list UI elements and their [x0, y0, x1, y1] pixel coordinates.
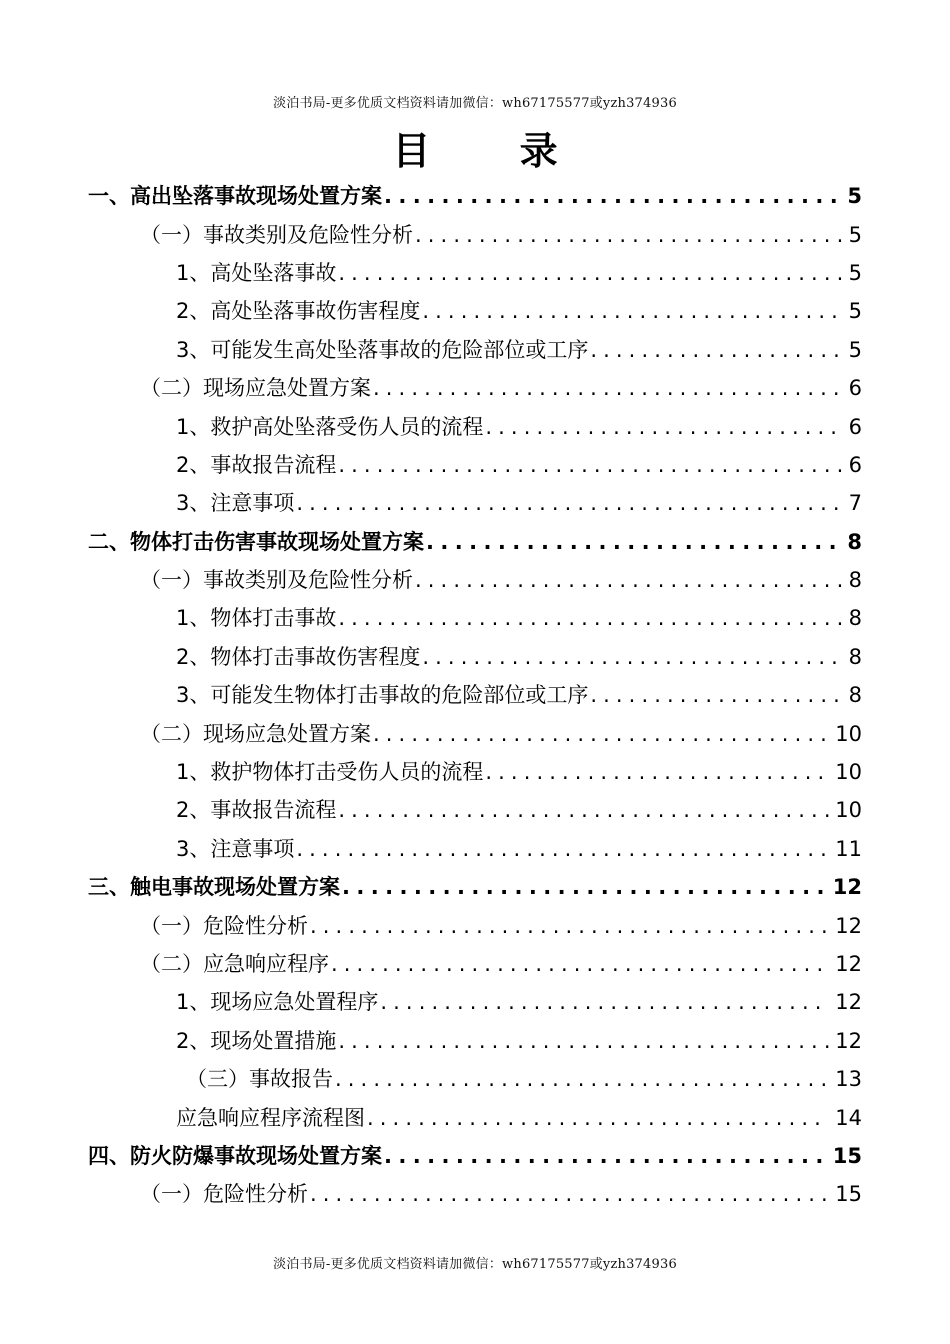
toc-entry[interactable]	[0, 445, 950, 483]
toc-entry[interactable]	[0, 675, 950, 713]
toc-page-number: 8	[848, 683, 862, 708]
toc-dot-leader	[415, 223, 843, 247]
toc-entry[interactable]	[0, 1174, 950, 1212]
toc-entry-line	[176, 1025, 862, 1055]
toc-entry-label: 3、可能发生高处坠落事故的危险部位或工序	[176, 337, 589, 362]
page-title: 目 录	[392, 129, 596, 173]
toc-dot-leader	[485, 415, 842, 439]
toc-entry[interactable]	[0, 944, 950, 982]
toc-entry[interactable]	[0, 752, 950, 790]
toc-entry[interactable]	[0, 790, 950, 828]
toc-entry[interactable]	[0, 291, 950, 329]
toc-dot-leader	[384, 184, 841, 208]
toc-dot-leader	[338, 453, 842, 477]
toc-entry-line	[176, 986, 862, 1016]
toc-page-number: 8	[847, 529, 862, 554]
toc-entry[interactable]	[0, 867, 950, 905]
toc-entry-label: 3、注意事项	[176, 491, 295, 516]
toc-page-number: 8	[848, 606, 862, 631]
toc-dot-leader	[310, 914, 829, 938]
toc-page-number: 14	[835, 1105, 862, 1130]
toc-entry[interactable]	[0, 1021, 950, 1059]
toc-entry-label: 2、事故报告流程	[176, 798, 337, 823]
toc-entry-line	[88, 180, 862, 210]
toc-entry[interactable]	[0, 713, 950, 751]
toc-entry-line	[88, 871, 862, 901]
toc-entry-line	[176, 411, 862, 441]
toc-entry-line	[176, 833, 862, 863]
toc-entry[interactable]	[0, 406, 950, 444]
toc-page-number: 6	[848, 452, 862, 477]
toc-entry-line	[140, 372, 862, 402]
toc-page-number: 12	[835, 990, 862, 1015]
toc-dot-leader	[380, 990, 829, 1014]
toc-dot-leader	[331, 952, 829, 976]
toc-entry-line	[176, 641, 862, 671]
toc-entry-label: 1、救护物体打击受伤人员的流程	[176, 760, 484, 785]
toc-entry[interactable]	[0, 1097, 950, 1135]
toc-entry-line	[140, 948, 862, 978]
toc-entry[interactable]	[0, 560, 950, 598]
toc-entry-label: 一、高出坠落事故现场处置方案	[88, 184, 382, 209]
toc-entry[interactable]	[0, 330, 950, 368]
toc-page-number: 10	[835, 760, 862, 785]
toc-page-number: 10	[835, 798, 862, 823]
toc-page-number: 6	[848, 414, 862, 439]
toc-entry[interactable]	[0, 214, 950, 252]
toc-entry[interactable]	[0, 829, 950, 867]
toc-entry-label: 1、高处坠落事故	[176, 260, 337, 285]
toc-page-number: 15	[835, 1182, 862, 1207]
toc-page-number: 10	[835, 721, 862, 746]
toc-dot-leader	[338, 261, 842, 285]
toc-entry-line	[176, 487, 862, 517]
toc-entry[interactable]	[0, 368, 950, 406]
toc-dot-leader	[310, 1182, 829, 1206]
toc-entry-label: （一）事故类别及危险性分析	[140, 568, 413, 593]
toc-entry-line	[186, 1063, 862, 1093]
toc-page-number: 12	[835, 913, 862, 938]
toc-entry-line	[176, 679, 862, 709]
table-of-contents	[0, 176, 950, 1213]
toc-entry-line	[176, 449, 862, 479]
toc-dot-leader	[590, 683, 842, 707]
toc-entry-label: （一）危险性分析	[140, 913, 308, 938]
toc-entry-line	[140, 1178, 862, 1208]
toc-page-number: 12	[835, 1028, 862, 1053]
toc-entry-label: 1、现场应急处置程序	[176, 990, 379, 1015]
toc-dot-leader	[335, 1067, 829, 1091]
toc-entry[interactable]	[0, 483, 950, 521]
toc-page-number: 8	[848, 644, 862, 669]
toc-entry[interactable]	[0, 982, 950, 1020]
toc-dot-leader	[296, 491, 842, 515]
toc-entry-label: 1、救护高处坠落受伤人员的流程	[176, 414, 484, 439]
toc-entry-line	[140, 564, 862, 594]
toc-dot-leader	[590, 338, 842, 362]
toc-entry-label: 三、触电事故现场处置方案	[88, 875, 340, 900]
toc-page-number: 5	[848, 260, 862, 285]
toc-entry-line	[140, 718, 862, 748]
toc-dot-leader	[367, 1106, 829, 1130]
toc-entry-line	[140, 910, 862, 940]
toc-entry-label: 1、物体打击事故	[176, 606, 337, 631]
toc-dot-leader	[338, 1029, 829, 1053]
toc-entry-label: （二）现场应急处置方案	[140, 376, 371, 401]
toc-dot-leader	[485, 760, 829, 784]
toc-entry-label: 应急响应程序流程图	[176, 1105, 365, 1130]
toc-page-number: 15	[832, 1143, 862, 1168]
toc-entry[interactable]	[0, 1136, 950, 1174]
toc-entry-label: 2、高处坠落事故伤害程度	[176, 299, 421, 324]
toc-entry[interactable]	[0, 637, 950, 675]
toc-entry-line	[88, 1140, 862, 1170]
toc-dot-leader	[415, 568, 843, 592]
toc-page-number: 8	[848, 568, 862, 593]
toc-entry[interactable]	[0, 253, 950, 291]
toc-entry-label: 四、防火防爆事故现场处置方案	[88, 1143, 382, 1168]
toc-entry-line	[176, 1102, 862, 1132]
toc-dot-leader	[338, 606, 842, 630]
header-watermark-note: 淡泊书局-更多优质文档资料请加微信：wh67175577或yzh374936	[273, 96, 677, 111]
toc-entry-line	[176, 602, 862, 632]
toc-dot-leader	[422, 645, 842, 669]
toc-page-number: 5	[848, 222, 862, 247]
toc-page-number: 6	[848, 376, 862, 401]
toc-entry-line	[176, 257, 862, 287]
toc-entry-label: （三）事故报告	[186, 1067, 333, 1092]
toc-page-number: 5	[848, 299, 862, 324]
toc-dot-leader	[296, 837, 829, 861]
toc-entry-line	[176, 295, 862, 325]
toc-page-number: 12	[835, 952, 862, 976]
toc-dot-leader	[338, 798, 829, 822]
toc-page-number: 5	[847, 184, 862, 209]
toc-entry-label: 3、注意事项	[176, 836, 295, 861]
toc-entry-line	[88, 526, 862, 556]
toc-entry-label: 3、可能发生物体打击事故的危险部位或工序	[176, 683, 589, 708]
toc-entry-label: （一）危险性分析	[140, 1182, 308, 1207]
toc-page-number: 12	[832, 875, 862, 900]
toc-entry[interactable]	[0, 1059, 950, 1097]
toc-entry-line	[176, 794, 862, 824]
toc-entry-line	[176, 334, 862, 364]
toc-dot-leader	[384, 1144, 827, 1168]
footer-watermark-note: 淡泊书局-更多优质文档资料请加微信：wh67175577或yzh374936	[273, 1257, 677, 1272]
toc-entry-label: 2、现场处置措施	[176, 1028, 337, 1053]
toc-entry-line	[140, 219, 862, 249]
toc-entry-line	[176, 756, 862, 786]
toc-entry[interactable]	[0, 176, 950, 214]
toc-page-number: 11	[835, 836, 862, 861]
toc-page-number: 5	[848, 337, 862, 362]
toc-entry-label: 2、物体打击事故伤害程度	[176, 644, 421, 669]
toc-entry-label: 二、物体打击伤害事故现场处置方案	[88, 529, 424, 554]
toc-dot-leader	[373, 722, 829, 746]
toc-dot-leader	[373, 376, 843, 400]
toc-page-number: 13	[835, 1067, 862, 1092]
toc-entry-label: （二）现场应急处置方案	[140, 721, 371, 746]
toc-page-number: 7	[848, 491, 862, 516]
toc-dot-leader	[422, 299, 842, 323]
toc-entry-label: 2、事故报告流程	[176, 452, 337, 477]
toc-entry-label: （一）事故类别及危险性分析	[140, 222, 413, 247]
toc-entry[interactable]	[0, 598, 950, 636]
toc-entry[interactable]	[0, 522, 950, 560]
toc-entry[interactable]	[0, 905, 950, 943]
toc-dot-leader	[342, 875, 827, 899]
toc-dot-leader	[426, 530, 841, 554]
toc-entry-label: （二）应急响应程序	[140, 952, 329, 976]
